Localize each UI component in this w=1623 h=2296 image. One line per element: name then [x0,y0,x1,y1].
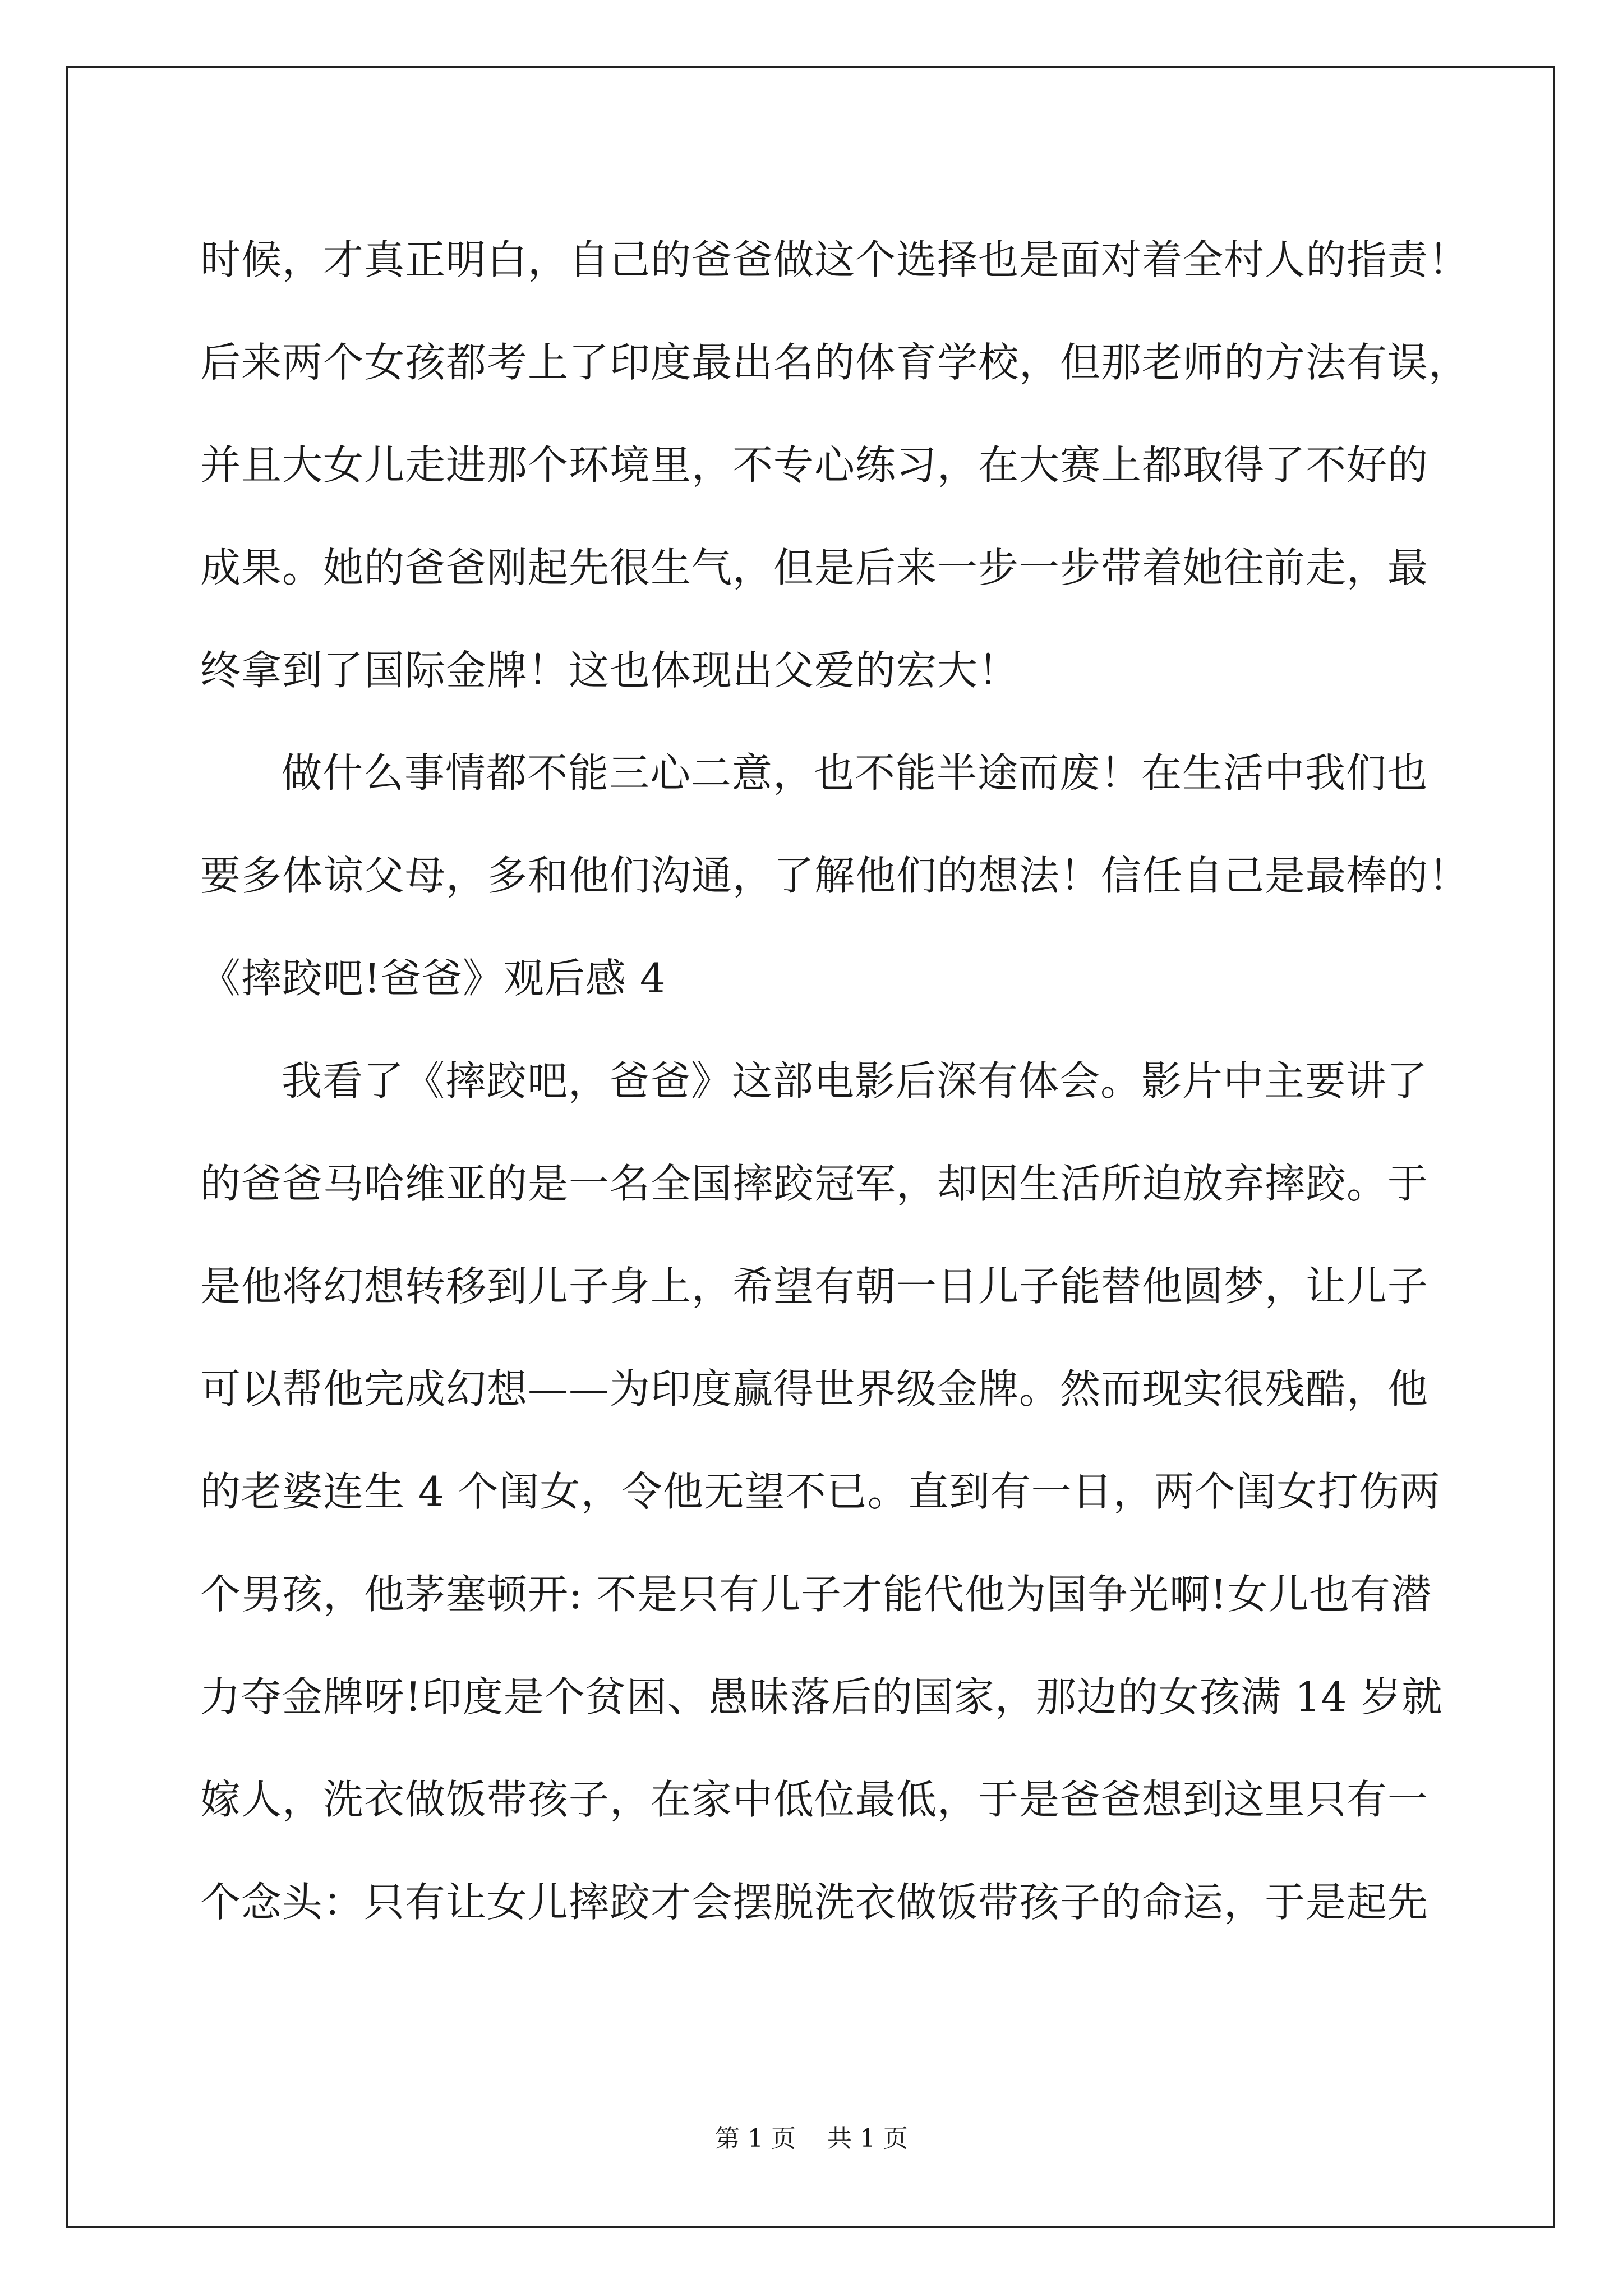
document-body [200,209,1470,1954]
text-line: 是他将幻想转移到儿子身上，希望有朝一日儿子能替他圆梦，让儿子 [200,1263,1429,1310]
text-line: 嫁人，洗衣做饭带孩子，在家中低位最低，于是爸爸想到这里只有一 [200,1776,1429,1823]
text-line: 力夺金牌呀!印度是个贫困、愚昧落后的国家，那边的女孩满 14 岁就 [200,1673,1443,1720]
text-line: 个男孩，他茅塞顿开: 不是只有儿子才能代他为国争光啊!女儿也有潜 [200,1571,1432,1618]
section-heading: 《摔跤吧!爸爸》观后感 4 [200,955,666,1002]
text-line: 的老婆连生 4 个闺女，令他无望不已。直到有一日，两个闺女打伤两 [200,1468,1441,1515]
text-line: 的爸爸马哈维亚的是一名全国摔跤冠军，却因生活所迫放弃摔跤。于 [200,1160,1429,1207]
text-line: 后来两个女孩都考上了印度最出名的体育学校，但那老师的方法有误， [200,339,1470,386]
text-line: 成果。她的爸爸刚起先很生气，但是后来一步一步带着她往前走，最 [200,544,1429,591]
page-footer: 第 1 页 共 1 页 [715,2124,908,2153]
paragraph-first-line: 做什么事情都不能三心二意，也不能半途而废！在生活中我们也 [282,749,1428,797]
text-line: 并且大女儿走进那个环境里，不专心练习，在大赛上都取得了不好的 [200,441,1429,489]
text-line: 终拿到了国际金牌！这也体现出父爱的宏大！ [200,647,1020,694]
text-line: 可以帮他完成幻想——为印度赢得世界级金牌。然而现实很残酷，他 [200,1365,1429,1412]
text-line: 要多体谅父母，多和他们沟通，了解他们的想法！信任自己是最棒的！ [200,852,1470,899]
text-line: 个念头：只有让女儿摔跤才会摆脱洗衣做饭带孩子的命运，于是起先 [200,1879,1429,1926]
text-line: 时候，才真正明白，自己的爸爸做这个选择也是面对着全村人的指责！ [200,236,1470,283]
paragraph-first-line: 我看了《摔跤吧，爸爸》这部电影后深有体会。影片中主要讲了 [282,1057,1428,1105]
